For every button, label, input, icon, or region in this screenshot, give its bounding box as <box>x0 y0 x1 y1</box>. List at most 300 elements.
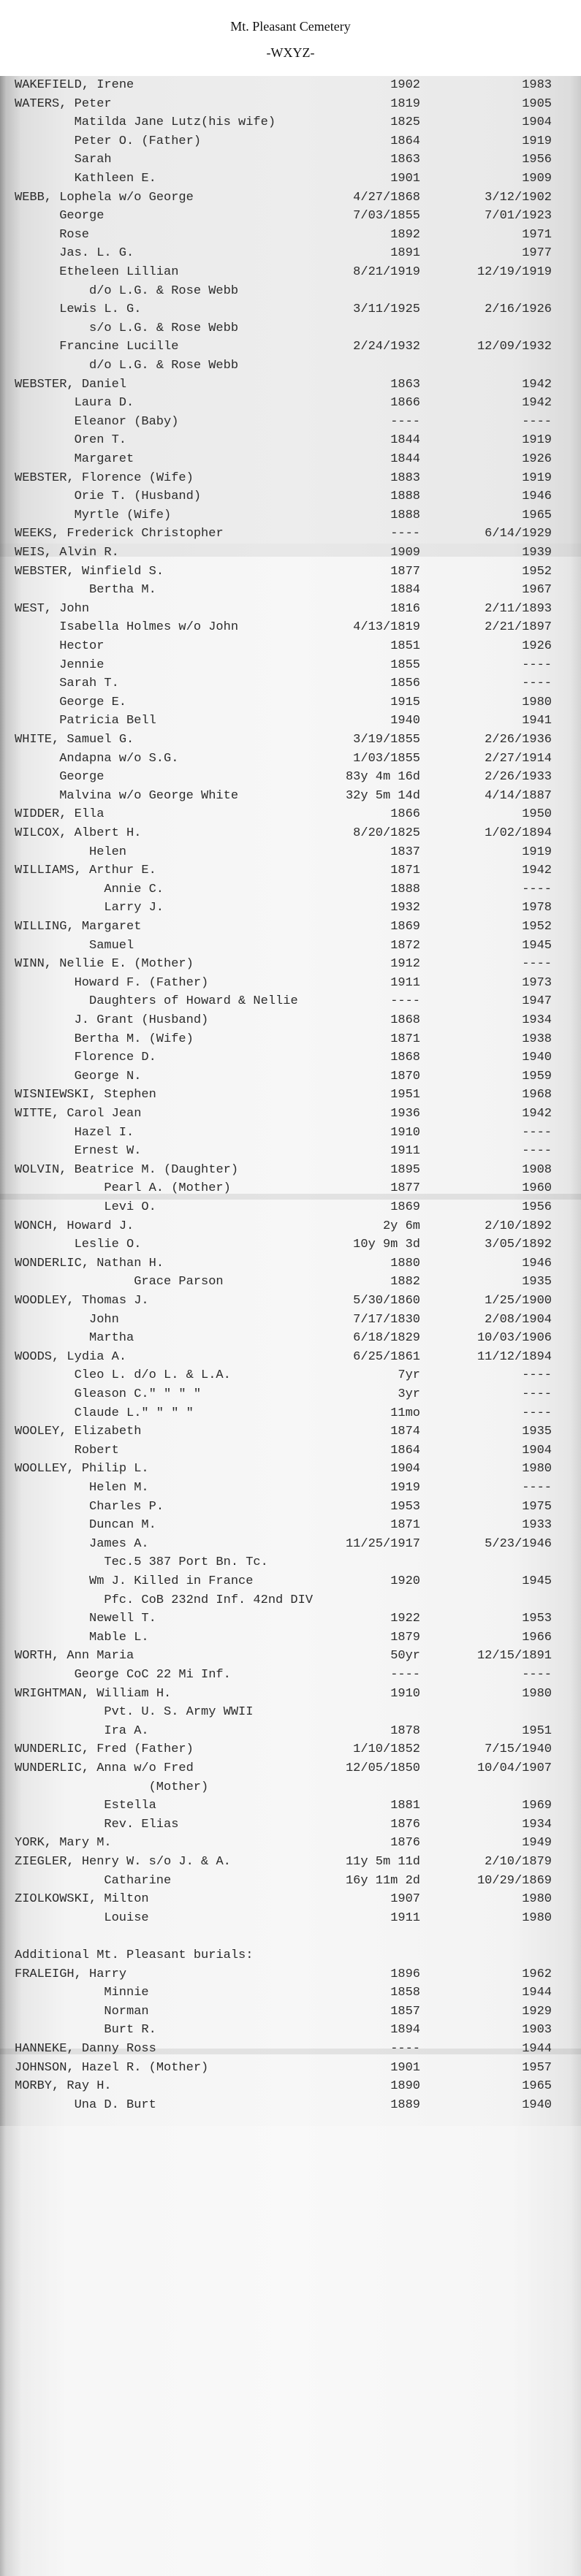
birth-value: 1922 <box>390 1612 420 1626</box>
birth-value: 3yr <box>398 1387 420 1401</box>
burial-entry <box>0 544 581 563</box>
birth-value: 1919 <box>390 1481 420 1495</box>
death-value: 1965 <box>522 508 552 522</box>
burial-entry <box>0 1535 581 1554</box>
death-value: 1977 <box>522 246 552 261</box>
burial-name: Etheleen Lillian <box>59 265 179 279</box>
burial-entry <box>0 1179 581 1198</box>
burial-entry <box>0 974 581 993</box>
burial-name: Newell T. <box>89 1612 156 1626</box>
death-value: 1933 <box>522 1518 552 1533</box>
death-value: 1969 <box>522 1799 552 1813</box>
burial-entry <box>0 2021 581 2040</box>
death-value: 1978 <box>522 901 552 915</box>
birth-value: 1904 <box>390 1462 420 1476</box>
birth-value: ---- <box>390 2042 420 2056</box>
death-value: 1935 <box>522 1425 552 1439</box>
death-value: ---- <box>522 414 552 429</box>
burial-name: YORK, Mary M. <box>15 1836 112 1851</box>
death-value: 5/23/1946 <box>485 1536 552 1551</box>
death-value: 12/19/1919 <box>476 265 552 279</box>
burial-name: WONCH, Howard J. <box>15 1219 134 1233</box>
burial-entry <box>0 150 581 169</box>
birth-value: 1909 <box>390 546 420 560</box>
birth-value: 1855 <box>390 658 420 672</box>
death-value: 1942 <box>522 1107 552 1121</box>
death-value: 1942 <box>522 377 552 392</box>
burial-name: Tec.5 387 Port Bn. Tc. <box>104 1555 268 1570</box>
death-value: ---- <box>522 1125 552 1140</box>
burial-name: Claude L." " " " <box>74 1406 194 1420</box>
death-value: 12/09/1932 <box>476 340 552 354</box>
death-value: 2/27/1914 <box>485 751 552 766</box>
birth-value: 1940 <box>390 714 420 728</box>
burial-entry <box>0 618 581 637</box>
burial-entry <box>0 431 581 450</box>
burial-name: Helen <box>89 845 127 859</box>
death-value: 1908 <box>522 1162 552 1177</box>
death-value: 1968 <box>522 1088 552 1102</box>
birth-value: 1866 <box>390 807 420 822</box>
birth-value: 1825 <box>390 115 420 130</box>
burial-entry <box>0 750 581 769</box>
burial-name: Pearl A. (Mother) <box>104 1181 231 1196</box>
death-value: 1965 <box>522 2079 552 2094</box>
birth-value: 1883 <box>390 470 420 485</box>
birth-value: 1891 <box>390 246 420 261</box>
burial-entry <box>0 1572 581 1591</box>
burial-entry <box>0 1460 581 1479</box>
burial-name: WILCOX, Albert H. <box>15 826 142 840</box>
burial-name: (Mother) <box>148 1780 209 1794</box>
burial-entry <box>0 637 581 656</box>
birth-value: ---- <box>390 414 420 429</box>
burial-name: Lewis L. G. <box>59 302 142 317</box>
burial-entry <box>0 376 581 395</box>
burial-name: George <box>59 770 105 785</box>
birth-value: 50yr <box>390 1649 420 1664</box>
death-value: 1956 <box>522 1200 552 1214</box>
birth-value: 1910 <box>390 1686 420 1701</box>
burial-entry <box>0 805 581 824</box>
birth-value: 1868 <box>390 1051 420 1065</box>
burial-entry <box>0 450 581 469</box>
burial-entry <box>0 880 581 899</box>
burial-name: Ira A. <box>104 1723 149 1738</box>
death-value: 3/12/1902 <box>485 190 552 205</box>
burial-entry <box>0 1591 581 1610</box>
burial-entry <box>0 1105 581 1124</box>
death-value: 2/10/1892 <box>485 1219 552 1233</box>
death-value: 1926 <box>522 639 552 653</box>
burial-name: Bertha M. <box>89 583 156 598</box>
death-value: 1971 <box>522 227 552 242</box>
birth-value: 1871 <box>390 1518 420 1533</box>
burial-entry <box>0 338 581 357</box>
birth-value: 1895 <box>390 1162 420 1177</box>
death-value: 2/11/1893 <box>485 601 552 616</box>
death-value: ---- <box>522 1406 552 1420</box>
burial-name: WEEKS, Frederick Christopher <box>15 527 224 541</box>
birth-value: 1932 <box>390 901 420 915</box>
birth-value: 1901 <box>390 172 420 186</box>
birth-value: ---- <box>390 527 420 541</box>
burial-entry <box>0 1235 581 1254</box>
burial-entry <box>0 413 581 432</box>
death-value: 1944 <box>522 2042 552 2056</box>
birth-value: 1/10/1852 <box>353 1742 420 1757</box>
birth-value: 1911 <box>390 975 420 990</box>
burial-entry <box>0 1516 581 1535</box>
burial-name: WEIS, Alvin R. <box>15 546 119 560</box>
burial-name: WOOLLEY, Philip L. <box>15 1462 149 1476</box>
birth-value: 3/11/1925 <box>353 302 420 317</box>
birth-value: 1894 <box>390 2023 420 2038</box>
death-value: 1966 <box>522 1630 552 1645</box>
burial-entry <box>0 1759 581 1778</box>
burial-entry <box>0 787 581 806</box>
burial-entry <box>0 1890 581 1909</box>
death-value: 1919 <box>522 470 552 485</box>
death-value: 1/02/1894 <box>485 826 552 840</box>
burial-entry <box>0 207 581 226</box>
birth-value: 1912 <box>390 957 420 972</box>
death-value: 1938 <box>522 1032 552 1046</box>
death-value: 1962 <box>522 1967 552 1981</box>
death-value: ---- <box>522 1668 552 1682</box>
birth-value: 1857 <box>390 2004 420 2019</box>
burial-entry <box>0 319 581 338</box>
death-value: 3/05/1892 <box>485 1238 552 1252</box>
burial-name: d/o L.G. & Rose Webb <box>89 359 239 373</box>
death-value: ---- <box>522 1387 552 1401</box>
burial-name: JOHNSON, Hazel R. (Mother) <box>15 2060 209 2075</box>
death-value: 1959 <box>522 1069 552 1083</box>
death-value: ---- <box>522 677 552 691</box>
death-value: 1980 <box>522 1892 552 1907</box>
burial-name: Additional Mt. Pleasant burials: <box>15 1948 254 1962</box>
burial-entry <box>0 712 581 731</box>
death-value: 1951 <box>522 1723 552 1738</box>
burial-entry <box>0 1441 581 1460</box>
death-value: 1946 <box>522 1256 552 1270</box>
burial-name: WINN, Nellie E. (Mother) <box>15 957 194 972</box>
burial-name: Ernest W. <box>74 1144 142 1159</box>
birth-value: 1863 <box>390 153 420 167</box>
burial-name: WATERS, Peter <box>15 96 112 111</box>
burial-entry <box>0 731 581 750</box>
birth-value: 1936 <box>390 1107 420 1121</box>
burial-entry <box>0 1048 581 1067</box>
burial-name: WOOLEY, Elizabeth <box>15 1425 142 1439</box>
birth-value: 16y 11m 2d <box>345 1873 420 1888</box>
birth-value: 3/19/1855 <box>353 733 420 747</box>
burial-entry <box>0 2059 581 2078</box>
burial-name: Samuel <box>89 938 134 953</box>
burial-name: Martha <box>89 1331 134 1346</box>
burial-name: Peter O. (Father) <box>74 134 202 148</box>
birth-value: 7/17/1830 <box>353 1312 420 1327</box>
page-header <box>0 0 581 73</box>
death-value: 11/12/1894 <box>476 1349 552 1364</box>
burial-entry <box>0 76 581 95</box>
birth-value: 1871 <box>390 1032 420 1046</box>
burial-entry <box>0 1498 581 1517</box>
death-value: 4/14/1887 <box>485 788 552 803</box>
burial-name: WOODLEY, Thomas J. <box>15 1294 149 1308</box>
death-value: 1904 <box>522 115 552 130</box>
burial-name: WORTH, Ann Maria <box>15 1649 134 1664</box>
burial-name: s/o L.G. & Rose Webb <box>89 321 239 335</box>
burial-name: George N. <box>74 1069 142 1083</box>
burial-name: Burt R. <box>104 2023 156 2038</box>
birth-value: 1844 <box>390 452 420 466</box>
burial-entry <box>0 525 581 544</box>
burial-name: WEBB, Lophela w/o George <box>15 190 194 205</box>
birth-value: 1871 <box>390 864 420 878</box>
death-value: 1939 <box>522 546 552 560</box>
burial-entry <box>0 95 581 114</box>
burial-name: Andapna w/o S.G. <box>59 751 179 766</box>
death-value: 1946 <box>522 489 552 504</box>
burial-name: Hector <box>59 639 105 653</box>
burial-name: J. Grant (Husband) <box>74 1013 209 1027</box>
birth-value: 1882 <box>390 1275 420 1289</box>
burial-entry <box>0 600 581 619</box>
birth-value: 6/18/1829 <box>353 1331 420 1346</box>
burial-name: Hazel I. <box>74 1125 134 1140</box>
burial-entry <box>0 992 581 1011</box>
burial-entry <box>0 2096 581 2115</box>
burial-entry <box>0 1984 581 2003</box>
birth-value: 10y 9m 3d <box>353 1238 420 1252</box>
death-value: 1926 <box>522 452 552 466</box>
death-value: 1945 <box>522 938 552 953</box>
death-value: 1935 <box>522 1275 552 1289</box>
burial-entry <box>0 1086 581 1105</box>
birth-value: 1892 <box>390 227 420 242</box>
death-value: 1909 <box>522 172 552 186</box>
burial-entry <box>0 1778 581 1797</box>
death-value: 1934 <box>522 1013 552 1027</box>
birth-value: 1901 <box>390 2060 420 2075</box>
burial-name: Minnie <box>104 1986 149 2000</box>
birth-value: 1911 <box>390 1910 420 1925</box>
birth-value: 1881 <box>390 1799 420 1813</box>
birth-value: 1879 <box>390 1630 420 1645</box>
burial-entry <box>0 132 581 151</box>
birth-value: ---- <box>390 1668 420 1682</box>
burial-name: Pfc. CoB 232nd Inf. 42nd DIV <box>104 1593 314 1607</box>
birth-value: 11mo <box>390 1406 420 1420</box>
birth-value: 1896 <box>390 1967 420 1981</box>
death-value: 1944 <box>522 1986 552 2000</box>
burial-name: Robert <box>74 1443 119 1457</box>
death-value: ---- <box>522 658 552 672</box>
burial-entry <box>0 1685 581 1704</box>
death-value: 1980 <box>522 695 552 709</box>
death-value: ---- <box>522 1144 552 1159</box>
burial-entry <box>0 1647 581 1666</box>
death-value: 10/29/1869 <box>476 1873 552 1888</box>
burial-name: Eleanor (Baby) <box>74 414 179 429</box>
burial-name: Rose <box>59 227 89 242</box>
birth-value: 1888 <box>390 508 420 522</box>
burial-entry <box>0 1254 581 1273</box>
burial-entry <box>0 1965 581 1984</box>
death-value: 2/08/1904 <box>485 1312 552 1327</box>
burial-name: Florence D. <box>74 1051 156 1065</box>
burial-entry <box>0 282 581 301</box>
burial-name: Malvina w/o George White <box>59 788 239 803</box>
birth-value: 7/03/1855 <box>353 209 420 224</box>
burial-entry <box>0 1703 581 1722</box>
burial-name: George E. <box>59 695 127 709</box>
death-value: 1980 <box>522 1910 552 1925</box>
burial-name: WUNDERLIC, Fred (Father) <box>15 1742 194 1757</box>
burial-name: Matilda Jane Lutz(his wife) <box>74 115 276 130</box>
birth-value: 1951 <box>390 1088 420 1102</box>
burial-name: George CoC 22 Mi Inf. <box>74 1668 231 1682</box>
death-value: 1942 <box>522 396 552 411</box>
death-value: ---- <box>522 1368 552 1383</box>
death-value: 10/04/1907 <box>476 1761 552 1775</box>
death-value: 1903 <box>522 2023 552 2038</box>
section-subtitle: -WXYZ- <box>266 45 315 60</box>
burial-name: Una D. Burt <box>74 2097 156 2112</box>
death-value: ---- <box>522 957 552 972</box>
birth-value: 1877 <box>390 1181 420 1196</box>
burial-entry <box>0 169 581 188</box>
death-value: 1904 <box>522 1443 552 1457</box>
burial-entry <box>0 1815 581 1834</box>
death-value: ---- <box>522 882 552 896</box>
burial-name: James A. <box>89 1536 149 1551</box>
death-value: 1947 <box>522 994 552 1009</box>
burial-entry <box>0 394 581 413</box>
birth-value: 1872 <box>390 938 420 953</box>
burial-entry <box>0 1366 581 1385</box>
burial-entry <box>0 955 581 974</box>
burial-entry <box>0 1422 581 1441</box>
burial-entry <box>0 226 581 245</box>
burial-entry <box>0 1067 581 1086</box>
death-value: 6/14/1929 <box>485 527 552 541</box>
burial-name: Estella <box>104 1799 156 1813</box>
birth-value: 11/25/1917 <box>345 1536 420 1551</box>
burial-entry <box>0 581 581 600</box>
death-value: 1980 <box>522 1686 552 1701</box>
burial-name: ZIEGLER, Henry W. s/o J. & A. <box>15 1855 231 1869</box>
birth-value: 4/13/1819 <box>353 620 420 635</box>
burial-entry <box>0 188 581 207</box>
death-value: 1957 <box>522 2060 552 2075</box>
burial-entry <box>0 1385 581 1404</box>
birth-value: 1869 <box>390 1200 420 1214</box>
burial-entry <box>0 861 581 880</box>
death-value: 12/15/1891 <box>476 1649 552 1664</box>
birth-value: 1864 <box>390 1443 420 1457</box>
burial-entry <box>0 1030 581 1049</box>
burial-entry <box>0 674 581 693</box>
burial-name: HANNEKE, Danny Ross <box>15 2042 156 2056</box>
birth-value: 83y 4m 16d <box>345 770 420 785</box>
death-value: 1952 <box>522 920 552 934</box>
burial-entry <box>0 1628 581 1647</box>
birth-value: 6/25/1861 <box>353 1349 420 1364</box>
burial-name: Sarah <box>74 153 112 167</box>
burial-name: Orie T. (Husband) <box>74 489 202 504</box>
birth-value: 2/24/1932 <box>353 340 420 354</box>
birth-value: 2y 6m <box>382 1219 420 1233</box>
burial-name: WILLING, Margaret <box>15 920 142 934</box>
burial-entry <box>0 824 581 843</box>
death-value: 1940 <box>522 2097 552 2112</box>
burial-entry <box>0 487 581 506</box>
death-value: 1934 <box>522 1817 552 1832</box>
burial-name: WILLIAMS, Arthur E. <box>15 864 156 878</box>
burial-entry <box>0 1348 581 1367</box>
burial-name: Jennie <box>59 658 105 672</box>
birth-value: 1907 <box>390 1892 420 1907</box>
birth-value: 1858 <box>390 1986 420 2000</box>
burial-entry <box>0 2003 581 2021</box>
burial-name: Cleo L. d/o L. & L.A. <box>74 1368 231 1383</box>
burial-entry <box>0 1329 581 1348</box>
birth-value: 4/27/1868 <box>353 190 420 205</box>
death-value: 2/26/1936 <box>485 733 552 747</box>
death-value: 1973 <box>522 975 552 990</box>
burial-name: John <box>89 1312 119 1327</box>
burial-entry <box>0 263 581 282</box>
birth-value: 1/03/1855 <box>353 751 420 766</box>
burial-name: Wm J. Killed in France <box>89 1574 254 1588</box>
burial-name: WOLVIN, Beatrice M. (Daughter) <box>15 1162 239 1177</box>
death-value: 1919 <box>522 433 552 448</box>
burial-name: Rev. Elias <box>104 1817 179 1832</box>
death-value: 1919 <box>522 845 552 859</box>
death-value: 2/26/1933 <box>485 770 552 785</box>
birth-value: 1837 <box>390 845 420 859</box>
burial-entry <box>0 1553 581 1572</box>
burial-entry <box>0 1198 581 1217</box>
burial-name: Larry J. <box>104 901 164 915</box>
birth-value: 1844 <box>390 433 420 448</box>
burial-name: ZIOLKOWSKI, Milton <box>15 1892 149 1907</box>
birth-value: 1890 <box>390 2079 420 2094</box>
burial-entry <box>0 768 581 787</box>
death-value: 1967 <box>522 583 552 598</box>
burial-entry <box>0 1609 581 1628</box>
scan-band <box>0 2126 581 2576</box>
burial-name: FRALEIGH, Harry <box>15 1967 127 1981</box>
death-value: 1983 <box>522 78 552 92</box>
birth-value: 1888 <box>390 882 420 896</box>
birth-value: 1877 <box>390 564 420 579</box>
burial-entry <box>0 899 581 918</box>
death-value: 1980 <box>522 1462 552 1476</box>
birth-value: 1880 <box>390 1256 420 1270</box>
death-value: 1929 <box>522 2004 552 2019</box>
birth-value: 8/20/1825 <box>353 826 420 840</box>
burial-name: Annie C. <box>104 882 164 896</box>
birth-value: 1915 <box>390 695 420 709</box>
death-value: 1975 <box>522 1499 552 1514</box>
burial-name: WEBSTER, Winfield S. <box>15 564 164 579</box>
burial-entry <box>0 113 581 132</box>
birth-value: 1884 <box>390 583 420 598</box>
death-value: 2/16/1926 <box>485 302 552 317</box>
